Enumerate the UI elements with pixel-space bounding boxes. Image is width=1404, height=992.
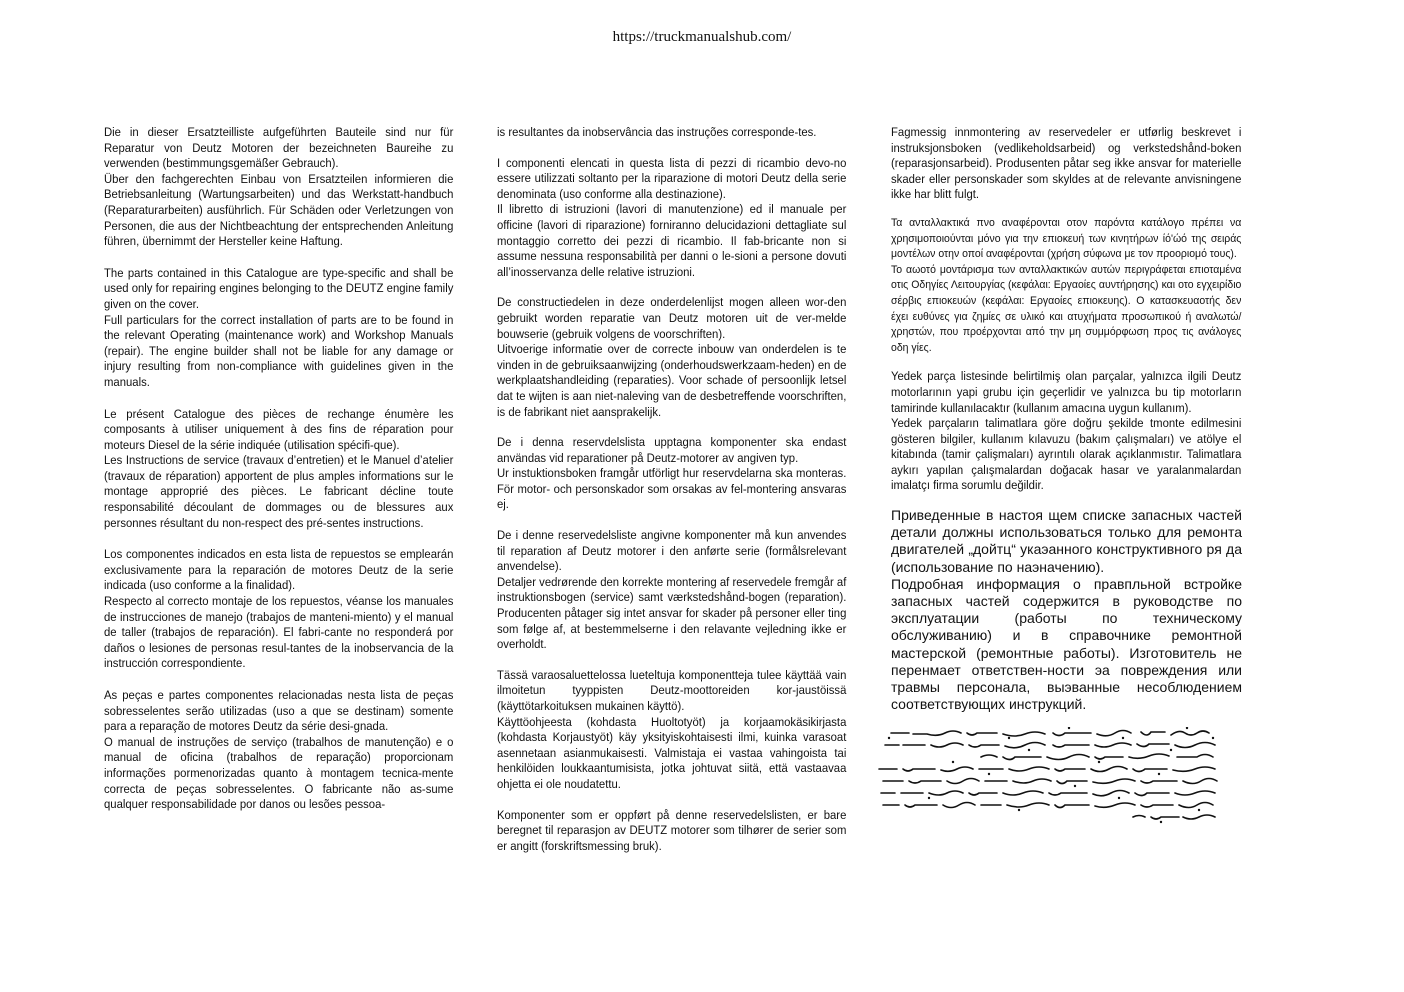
text-line: Yedek parça listesinde belirtilmiş olan parçalar, yalnızca ilgili Deutz motorlarının yapi grubu için geçerlidir ve yalnızca bu tip motorların tamirinde kullanılacaktır (kullanım amacına uygun kullanım). [891,369,1242,415]
text-line: Il libretto di istruzioni (lavori di manutenzione) ed il manuale per officine (lavori di riparazione) forniranno delucidazioni dettagliate sul montaggio corretto dei pezzi di ricambio. Il fab-bricante non si assume nessuna responsabilità per danni o le-sioni a persone dovuti all’inosservanza delle relative istruzioni. [497,202,847,279]
page-url: https://truckmanualshub.com/ [612,29,792,45]
text-line: Το αωοτό μοντάρισμα των ανταλλακτικών αυτών περιγράφεται επιοταμένα οτις Οδηγίες Λειτουργίας (κεφάλαι: Εργαοίες αυντήρησης) και οτο εγχειρίδιο σέρβις επιοκευών (κεφάλαι: Εργαοίες επιοκευης). Ο κατασκευαοτής δεν έχει ευθύνες για ζημίες σε υλικό και ατυχήματα προσωπικού ή αναλωτώ/χρηστών, που προέρχονται από την μη συμμόρφωση προς τις ανάλογες οδη γίες. [891,263,1242,354]
text-block-en [104,266,453,391]
text-line: De constructiedelen in deze onderdelenlijst mogen alleen wor-den gebruikt worden reparatie van Deutz motoren uit de ver-melde bouwserie (gebruik volgens de voorschriften). [497,295,847,341]
text-line: I componenti elencati in questa lista di pezzi di ricambio devo-no essere utilizzati soltanto per la riparazione di motori Deutz della serie denominata (uso conforme alla destinazione). [497,155,847,201]
column-1 [104,125,454,829]
text-line: Подробная информация о правпльной встройке запасных частей содержится в руководстве по эксплуатации (работы по техническому обслуживанию) и в справочнике ремонтной мастерской (ремонтные работы). Изготовитель не перенмает ответствен-ности эа повреждения или травмы персонала, выэванные несоблюдением соответствующих инструкций. [891,575,1242,713]
column-2 [497,125,847,869]
text-block-pt [104,688,453,813]
text-line: Detaljer vedrørende den korrekte montering af reservedele fremgår af instruktionsbogen (service) samt værkstedshånd-bogen (reparation). Producenten påtager sig intet ansvar for skader på personer eller ting som følge af, at bestemmelserne i den relavante vejledning ikke er overholdt. [497,574,847,652]
text-block-nl [497,295,846,420]
text-line: Komponenter som er oppført på denne reservedelslisten, er bare beregnet til reparasjon av DEUTZ motorer som tilhører de serier som er angitt (forskriftsmessing bruk). [497,807,847,853]
text-line: O manual de instruções de serviço (trabalhos de manutenção) e o manual de oficina (trabalhos de reparação) proporcionam informações pormenorizadas quanto à montagem tecnica-mente correcta de peças sobresselentes. O fabricante não as-sume qualquer responsabilidade por danos ou lesões pessoa- [104,734,454,812]
text-line: Uitvoerige informatie over de correcte inbouw van onderdelen is te vinden in de gebruiksaanwijzing (onderhoudswerkzaam-heden) en de werkplaatshandleiding (reparaties). Voor schade of persoonlijk letsel dat te wijten is aan niet-naleving van de desbetreffende voorschriften, is de fabrikant niet aansprakelijk. [497,342,847,419]
text-line: Приведенные в настоя щем списке запасных частей детали должны использоваться только для ремонта двигателей „дойтц“ укаэанного конструктивного ря да (использование по наэначению). [891,507,1242,575]
text-line: Fagmessig innmontering av reservedeler er utførlig beskrevet i instruksjonsboken (vedlikeholdsarbeid) og verkstedshånd-boken (reparasjonsarbeid). Produsenten påtar seg ikke ansvar for materielle skader eller personskader som skyldes at de relevante anvisningene ikke har blitt fulgt. [891,125,1242,202]
text-line: Käyttöohjeesta (kohdasta Huoltotyöt) ja korjaamokäsikirjasta (kohdasta Korjaustyöt) käy yksityiskohtaisesti ilmi, kuinka varasoat asennetaan asianmukaisesti. Valmistaja ei vastaa vahingoista tai henkilöiden loukkaantumisista, jotka johtuvat siitä, että vastaavaa ohjetta ei ole noudatettu. [497,714,847,791]
text-block-pt-continued [497,125,846,141]
text-block-el [891,216,1241,356]
text-line: The parts contained in this Catalogue are type-specific and shall be used only for repairing engines belonging to the DEUTZ engine family given on the cover. [104,265,454,311]
text-line: is resultantes da inobservância das instruções corresponde-tes. [497,125,817,139]
text-line: Tässä varaosaluettelossa lueteltuja komponentteja tulee käyttää vain ilmoitetun tyyppisten Deutz-moottoreiden kor-jaustöissä (käyttötarkoituksen mukainen käyttö). [497,667,847,713]
text-block-it [497,156,846,281]
text-line: Les Instructions de service (travaux d’entretien) et le Manuel d’atelier (travaux de réparation) apportent de plus amples informations sur le montage approprié des pièces. Le fabricant décline toute responsabilité découlant de dommages ou de blessures aux personnes résultant du non-respect des pré-sentes instructions. [104,453,454,530]
text-block-da [497,528,846,653]
text-line: Τα ανταλλακτικά πνο αναφέρονται οτον παρόντα κατάλογο πρέπει να χρησιμοποιούνται μόνο για την επιοκευή των κινητήρων ίό'ώό της σειράς μοντέλων οτην οποί αναφέρονται (χρήση σύφωνα με τον προοριομό τους). [891,216,1242,261]
text-line: De i denne reservedelsliste angivne komponenter må kun anvendes til reparation af Deutz motorer i den anførte serie (formålsrelevant anvendelse). [497,528,847,574]
text-line: Yedek parçaların talimatlara göre doğru şekilde tmonte edilmesini gösteren bilgiler, kullanım kılavuzu (bakım çalışmaları) ve atölye el kitabında (tamir çalişmaları) ayrıntılı olarak açıklanmıstır. Talimatlara aykırı yapılan çalışmalardan doğacak hasar ve yaralanmalardan imalatçı firma sorumlu değildir. [891,416,1242,493]
text-block-no-continued [891,125,1241,203]
text-block-no [497,808,846,855]
text-line: Full particulars for the correct installation of parts are to be found in the relevant Operating (maintenance work) and Workshop Manuals (repair). The engine builder shall not be liable for any damage or injury resulting from non-compliance with guidelines given in the manuals. [104,312,454,389]
text-line: Über den fachgerechten Einbau von Ersatzteilen informieren die Betriebsanleitung (Wartungsarbeiten) und das Werkstatt-handbuch (Reparaturarbeiten) ausführlich. Für Schäden oder Verletzungen von Personen, die aus der Nichtbeachtung der entsprechenden Anleitung führen, übernimmt der Hersteller keine Haftung. [104,171,454,249]
text-line: Le présent Catalogue des pièces de rechange énumère les composants à utiliser uniquement à des fins de réparation pour moteurs Diesel de la série indiquée (utilisation spécifi-que). [104,406,454,452]
text-line: Die in dieser Ersatzteilliste aufgeführten Bauteile sind nur für Reparatur von Deutz Motoren der bezeichneten Baureihe zu verwenden (bestimmungsgemäßer Gebrauch). [104,125,454,171]
column-3 [891,125,1242,827]
arabic-scribble-image [869,727,1221,827]
text-block-fi [497,668,846,793]
text-line: Ur instuktionsboken framgår utförligt hur reservdelarna ska monteras. För motor- och personskador som orsakas av fel-montering ansvaras ej. [497,466,847,512]
text-block-es [104,547,453,672]
text-block-ru [891,507,1242,713]
text-block-sv [497,435,846,513]
arabic-text-scan [891,727,1221,827]
text-block-de [104,125,453,250]
text-line: De i denna reservdelslista upptagna komponenter ska endast användas vid reparationer på Deutz-motorer av angiven typ. [497,435,847,465]
text-block-tr [891,369,1241,494]
text-line: Respecto al correcto montaje de los repuestos, véanse los manuales de instrucciones de manejo (trabajos de manteni-miento) y el manual de taller (trabajos de reparación). El fabri-cante no responderá por daños o lesiones de personas resul-tantes de la inobservancia de la instrucción correspondiente. [104,594,454,671]
text-line: Los componentes indicados en esta lista de repuestos se emplearán exclusivamente para la reparación de motores Deutz de la serie indicada (uso conforme a la finalidad). [104,547,454,593]
text-line: As peças e partes componentes relacionadas nesta lista de peças sobresselentes serão utilizadas (uso a que se destinam) somente para a reparação de motores Deutz da série desi-gnada. [104,688,454,734]
text-block-fr [104,407,453,532]
